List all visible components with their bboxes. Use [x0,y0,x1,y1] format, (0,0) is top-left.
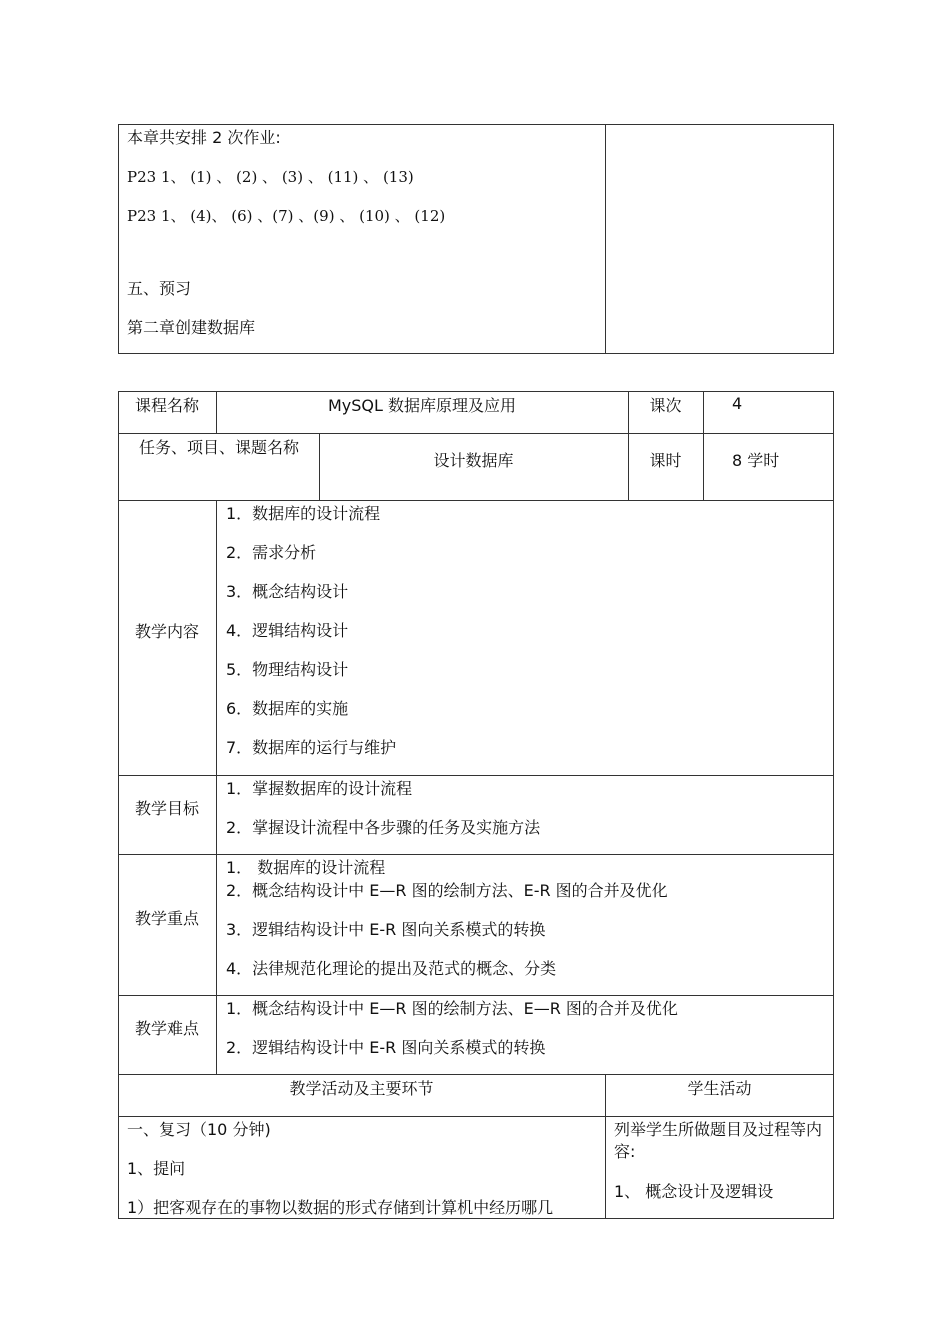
row-divider [118,854,834,855]
task-label: 任务、项目、课题名称 [138,438,299,457]
student-activity-line: 列举学生所做题目及过程等内容: [614,1120,823,1161]
activities-header: 教学活动及主要环节 [289,1079,434,1098]
key-point-item: 4．法律规范化理论的提出及范式的概念、分类 [226,959,557,978]
homework-table-divider [605,124,606,354]
content-item: 6．数据库的实施 [226,699,349,718]
homework-title: 本章共安排 2 次作业: [127,128,281,147]
activity-line: 1）把客观存在的事物以数据的形式存储到计算机中经历哪几 [127,1198,554,1217]
homework-item-2: P23 1、 (4)、 (6) 、(7) 、(9) 、 (10) 、 (12) [127,207,446,225]
lesson-no-label: 课次 [649,396,682,415]
content-item: 4．逻辑结构设计 [226,621,349,640]
preview-heading: 五、预习 [127,279,192,298]
key-point-item: 1． 数据库的设计流程 [226,858,386,877]
task-value: 设计数据库 [433,451,514,470]
row-divider [118,995,834,996]
content-item: 3．概念结构设计 [226,582,349,601]
content-item: 7．数据库的运行与维护 [226,738,397,757]
lesson-no-value: 4 [732,394,743,413]
col-divider [216,500,217,1074]
difficult-points-label: 教学难点 [134,1019,199,1038]
hours-label: 课时 [649,451,682,470]
row-divider [118,1116,834,1117]
key-points-label: 教学重点 [134,909,199,928]
student-activities-header: 学生活动 [687,1079,752,1098]
activity-line: 1、提问 [127,1159,186,1178]
row-divider [118,1074,834,1075]
row-divider [118,500,834,501]
content-label: 教学内容 [134,622,199,641]
course-name-value: MySQL 数据库原理及应用 [327,396,517,415]
student-activity-line: 1、 概念设计及逻辑设 [614,1182,774,1201]
homework-item-1: P23 1、 (1) 、 (2) 、 (3) 、 (11) 、 (13) [127,168,414,186]
goals-label: 教学目标 [134,799,199,818]
col-divider [703,391,704,433]
goals-item: 1．掌握数据库的设计流程 [226,779,413,798]
content-item: 5．物理结构设计 [226,660,349,679]
preview-content: 第二章创建数据库 [127,318,256,337]
content-item: 2．需求分析 [226,543,317,562]
key-point-item: 3．逻辑结构设计中 E-R 图向关系模式的转换 [226,920,546,939]
hours-value: 8 学时 [732,451,780,470]
row-divider [118,775,834,776]
course-name-label: 课程名称 [134,396,199,415]
content-item: 1．数据库的设计流程 [226,504,381,523]
col-divider [703,433,704,500]
difficult-point-item: 1．概念结构设计中 E—R 图的绘制方法、E—R 图的合并及优化 [226,999,678,1018]
row-divider [118,433,834,434]
difficult-point-item: 2．逻辑结构设计中 E-R 图向关系模式的转换 [226,1038,546,1057]
key-point-item: 2．概念结构设计中 E—R 图的绘制方法、E-R 图的合并及优化 [226,881,668,900]
activity-line: 一、复习（10 分钟) [127,1120,271,1139]
goals-item: 2．掌握设计流程中各步骤的任务及实施方法 [226,818,541,837]
